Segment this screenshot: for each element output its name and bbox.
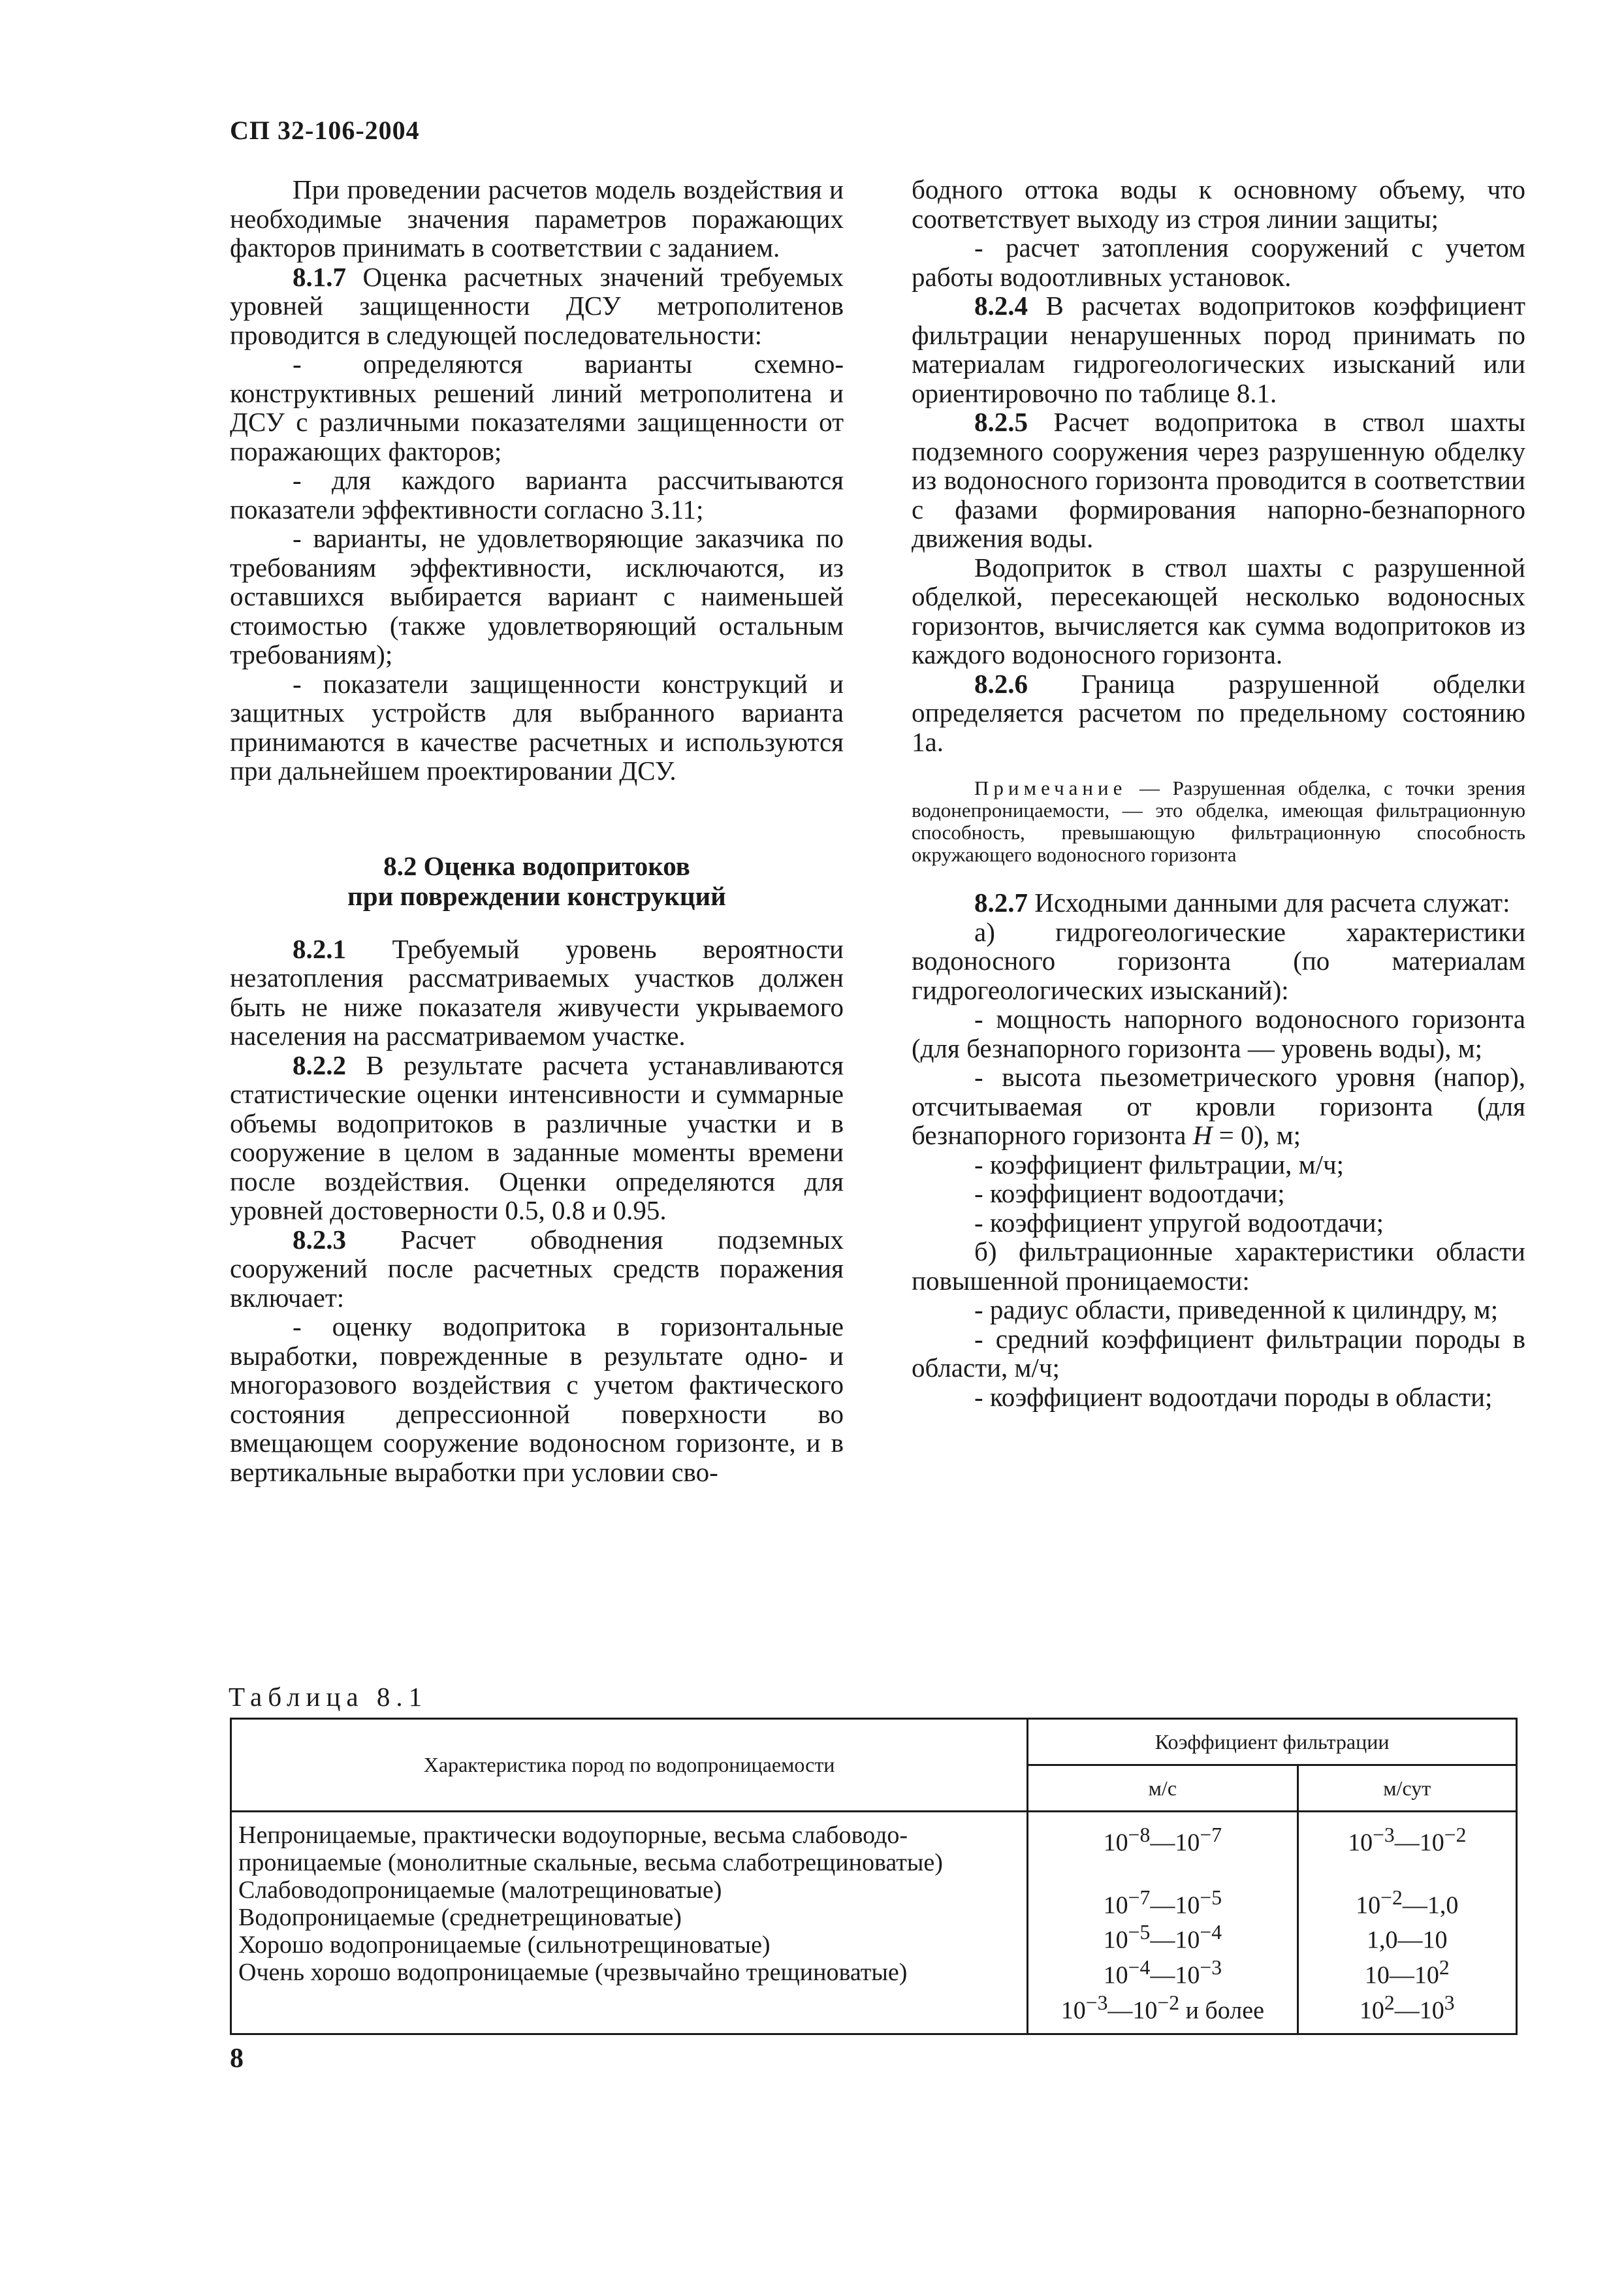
clause-number: 8.2.2	[293, 1050, 346, 1080]
list-item: б) фильтрационные характеристики области повышенной проницаемости:	[912, 1236, 1525, 1296]
value-msut: 1,0—10	[1367, 1926, 1448, 1954]
header-rock-characteristic: Характеристика пород по водопроницаемости	[231, 1719, 1028, 1812]
value-msut: $10^{-2}—1,0$	[1356, 1885, 1459, 1919]
section-title	[230, 851, 844, 911]
clause-number: 8.2.4	[974, 291, 1028, 321]
clause-text: Расчет водопритока в ствол шахты подземного сооружения через разрушенную обделку из водоносного горизонта проводится в соответствии с фазами формирования напорно-безнапорного движения воды.	[912, 407, 1525, 553]
clause-number: 8.2.3	[293, 1224, 346, 1255]
paragraph: При проведении расчетов модель воздействия и необходимые значения параметров поражающих факторов принимать в соответствии с заданием.	[230, 174, 844, 263]
clause-text: Граница разрушенной обделки определяется расчетом по предельному состоянию 1а.	[912, 668, 1525, 757]
clause-number: 8.2.5	[974, 407, 1028, 437]
list-item: а) гидрогеологические характеристики водоносного горизонта (по материалам гидрогеологических изысканий):	[912, 916, 1525, 1005]
paragraph-8-2-4	[912, 291, 1525, 408]
values-ms	[1028, 1812, 1298, 2034]
document-code: СП 32-106-2004	[230, 116, 420, 145]
clause-number: 8.1.7	[293, 261, 346, 292]
list-item: - радиус области, приведенной к цилиндру, м;	[974, 1294, 1499, 1324]
header-unit-msut: м/сут	[1298, 1765, 1516, 1812]
clause-text: Расчет обводнения подземных сооружений после расчетных средств поражения включает:	[230, 1224, 844, 1313]
clause-number: 8.2.1	[293, 933, 346, 964]
list-item: - коэффициент водоотдачи породы в области;	[974, 1381, 1493, 1412]
list-item: - показатели защищенности конструкций и защитных устройств для выбранного варианта принимаются в качестве расчетных и используются при дальнейшем проектировании ДСУ.	[230, 668, 844, 786]
paragraph-8-2-6	[912, 669, 1525, 757]
value-ms: $10^{-5}—10^{-4}$	[1103, 1921, 1222, 1954]
list-text: - высота пьезометрического уровня (напор), отсчитываемая от кровли горизонта (для безнапорного горизонта	[912, 1062, 1525, 1150]
table-caption: Таблица 8.1	[229, 1682, 428, 1712]
list-item: - средний коэффициент фильтрации породы в области, м/ч;	[912, 1323, 1525, 1383]
list-item: - расчет затопления сооружений с учетом работы водоотливных установок.	[912, 233, 1525, 292]
page-number: 8	[230, 2044, 244, 2074]
rock-descriptions	[231, 1812, 1028, 2034]
value-msut: $10—10^2$	[1364, 1955, 1450, 1989]
clause-number: 8.2.7	[974, 888, 1028, 918]
value-msut: $10^{-3}—10^{-2}$	[1348, 1823, 1467, 1857]
list-item: - для каждого варианта рассчитываются показатели эффективности согласно 3.11;	[230, 465, 844, 524]
left-column	[230, 175, 844, 1486]
paragraph-8-1-7	[230, 263, 844, 350]
section-title-line: 8.2 Оценка водопритоков	[383, 850, 690, 881]
value-ms: $10^{-3}—10^{-2}$ и более	[1060, 1991, 1264, 2025]
table-row-text: Водопроницаемые (среднетрещиноватые)	[238, 1904, 682, 1931]
value-ms: $10^{-4}—10^{-3}$	[1103, 1955, 1222, 1989]
list-item: - варианты, не удовлетворяющие заказчика по требованиям эффективности, исключаются, из оставшихся выбирается вариант с наименьшей стоимостью (также удовлетворяющий остальным требованиям);	[230, 523, 844, 669]
note	[912, 777, 1525, 866]
value-ms: $10^{-7}—10^{-5}$	[1103, 1885, 1222, 1919]
header-unit-ms: м/с	[1028, 1765, 1298, 1812]
list-item: - определяются варианты схемно-конструктивных решений линий метрополитена и ДСУ с различными показателями защищенности от поражающих факторов;	[230, 349, 844, 466]
paragraph-8-2-7	[912, 888, 1525, 918]
table-row-text: проницаемые (монолитные скальные, весьма слаботрещиноватые)	[238, 1849, 943, 1876]
header-filtration-coefficient: Коэффициент фильтрации	[1028, 1719, 1517, 1765]
paragraph-8-2-5	[912, 408, 1525, 553]
paragraph-8-2-3	[230, 1225, 844, 1313]
table-row-text: Очень хорошо водопроницаемые (чрезвычайно трещиноватые)	[238, 1959, 908, 1986]
list-text: = 0), м;	[1212, 1120, 1301, 1150]
clause-text: В результате расчета устанавливаются статистические оценки интенсивности и суммарные объемы водопритоков в различные участки и в сооружение в целом в заданные моменты времени после воздействия. Оценки определяются для уровней достоверности 0.5, 0.8 и 0.95.	[230, 1050, 844, 1225]
paragraph: Водоприток в ствол шахты с разрушенной обделкой, пересекающей несколько водоносных горизонтов, вычисляется как сумма водопритоков из каждого водоносного горизонта.	[912, 552, 1525, 669]
list-item: - оценку водопритока в горизонтальные выработки, поврежденные в результате одно- и многоразового воздействия с учетом фактического состояния депрессионной поверхности во вмещающем сооружение водоносном горизонте, и в вертикальные выработки при условии сво-	[230, 1311, 844, 1487]
clause-text: Требуемый уровень вероятности незатопления рассматриваемых участков должен быть не ниже показателя живучести укрываемого населения на рассматриваемом участке.	[230, 933, 844, 1051]
value-ms: $10^{-8}—10^{-7}$	[1103, 1823, 1222, 1857]
variable-h: H	[1192, 1120, 1213, 1150]
paragraph-continuation: бодного оттока воды к основному объему, что соответствует выходу из строя линии защиты;	[912, 174, 1525, 234]
clause-number: 8.2.6	[974, 668, 1028, 699]
section-title-line: при повреждении конструкций	[347, 880, 726, 911]
table-8-1	[230, 1718, 1518, 2035]
list-item: - коэффициент упругой водоотдачи;	[974, 1207, 1384, 1238]
clause-text: Исходными данными для расчета служат:	[1028, 888, 1510, 918]
list-item: - мощность напорного водоносного горизонта (для безнапорного горизонта — уровень воды), м;	[912, 1004, 1525, 1063]
paragraph-8-2-1	[230, 935, 844, 1051]
table-row-text: Хорошо водопроницаемые (сильнотрещиноватые)	[238, 1931, 771, 1959]
clause-text: Оценка расчетных значений требуемых уровней защищенности ДСУ метрополитенов проводится в следующей последовательности:	[230, 261, 844, 350]
note-label: Примечание	[974, 777, 1127, 799]
value-msut: $10^2—10^3$	[1359, 1991, 1455, 2025]
list-item	[912, 1063, 1525, 1150]
values-msut	[1298, 1812, 1516, 2034]
paragraph-8-2-2	[230, 1051, 844, 1225]
list-item: - коэффициент фильтрации, м/ч;	[974, 1149, 1345, 1179]
list-item: - коэффициент водоотдачи;	[974, 1178, 1285, 1208]
table-row-text: Слабоводопроницаемые (малотрещиноватые)	[238, 1876, 722, 1904]
right-column	[912, 175, 1525, 1411]
clause-text: В расчетах водопритоков коэффициент фильтрации ненарушенных пород принимать по материалам гидрогеологических изысканий или ориентировочно по таблице 8.1.	[912, 291, 1525, 408]
table-row-text: Непроницаемые, практически водоупорные, весьма слабоводо-	[238, 1821, 908, 1849]
note-text: — Разрушенная обделка, с точки зрения водонепроницаемости, — это обделка, имеющая фильтрационную способность, превышающую фильтрационную способность окружающего водоносного горизонта	[912, 777, 1525, 866]
